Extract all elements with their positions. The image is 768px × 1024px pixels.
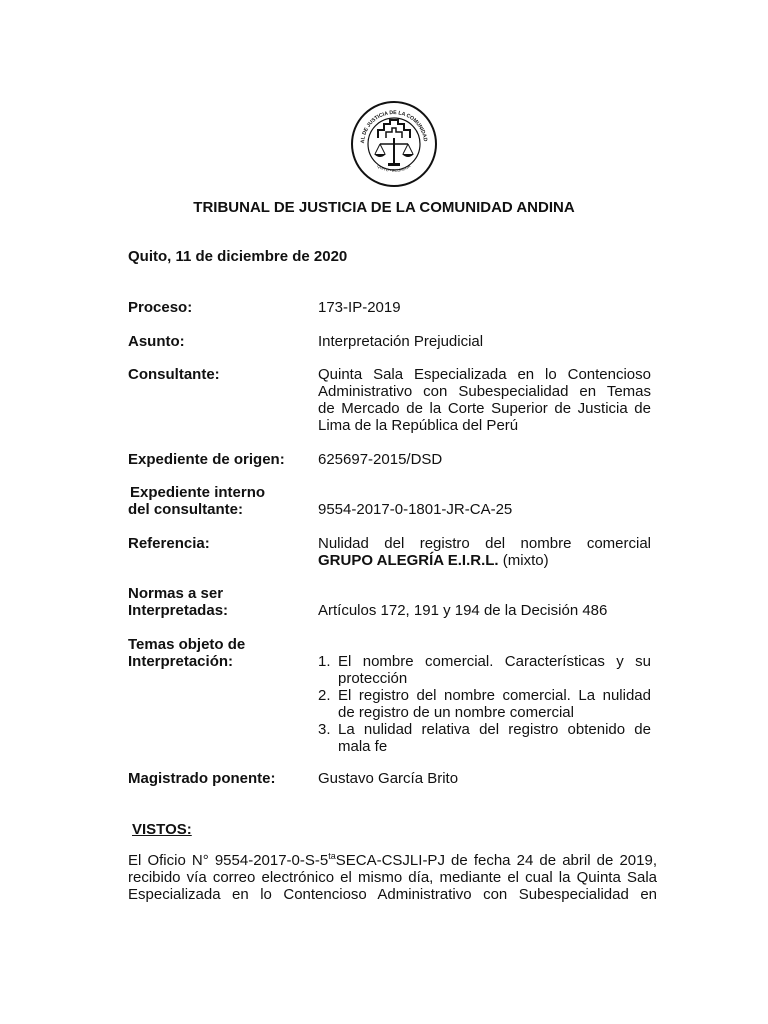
asunto-value: Interpretación Prejudicial bbox=[318, 333, 484, 350]
svg-text:TRIBUNAL DE JUSTICIA DE LA COM bbox=[350, 100, 428, 144]
temas-item-number: 3. bbox=[318, 721, 331, 738]
vistos-oficio-number: El Oficio N° 9554-2017-0-S-5 bbox=[128, 852, 329, 869]
consultante-value bbox=[318, 366, 651, 434]
vistos-line: recibido vía correo electrónico el mismo día, mediante el cual la Quinta Sala bbox=[128, 869, 657, 886]
normas-label-line2: Interpretadas: bbox=[128, 602, 229, 619]
referencia-line: Nulidad del registro del nombre comercial bbox=[318, 535, 651, 552]
proceso-value: 173-IP-2019 bbox=[318, 299, 401, 316]
temas-label-line2: Interpretación: bbox=[128, 653, 234, 670]
seal-ring-text-bottom: QUITO - ECUADOR bbox=[376, 163, 412, 174]
asunto-label: Asunto: bbox=[128, 333, 185, 350]
vistos-oficio-rest: SECA-CSJLI-PJ de fecha 24 de abril de 2019, bbox=[335, 852, 657, 869]
consultante-line: Quinta Sala Especializada en lo Contencioso bbox=[318, 366, 651, 383]
temas-item-line: El registro del nombre comercial. La nulidad bbox=[338, 687, 651, 704]
vistos-heading: VISTOS: bbox=[132, 821, 192, 838]
consultante-line: de Mercado de la Corte Superior de Justicia de bbox=[318, 400, 651, 417]
temas-item bbox=[318, 653, 651, 687]
temas-item bbox=[318, 687, 651, 721]
temas-label-line1: Temas objeto de bbox=[128, 636, 246, 653]
temas-item-line: de registro de un nombre comercial bbox=[338, 704, 574, 721]
temas-item-line: El nombre comercial. Características y su bbox=[338, 653, 651, 670]
expediente-origen-label: Expediente de origen: bbox=[128, 451, 285, 468]
temas-item-number: 2. bbox=[318, 687, 331, 704]
magistrado-value: Gustavo García Brito bbox=[318, 770, 459, 787]
temas-item-line: La nulidad relativa del registro obtenido de bbox=[338, 721, 651, 738]
normas-label-line1: Normas a ser bbox=[128, 585, 224, 602]
referencia-value bbox=[318, 535, 651, 569]
normas-value: Artículos 172, 191 y 194 de la Decisión 486 bbox=[318, 602, 608, 619]
referencia-trade-name: GRUPO ALEGRÍA E.I.R.L. bbox=[318, 552, 499, 569]
expediente-origen-value: 625697-2015/DSD bbox=[318, 451, 443, 468]
consultante-label: Consultante: bbox=[128, 366, 220, 383]
temas-list bbox=[318, 653, 651, 755]
consultante-line: Administrativo con Subespecialidad en Temas bbox=[318, 383, 651, 400]
place-date: Quito, 11 de diciembre de 2020 bbox=[128, 248, 348, 265]
tribunal-seal-logo bbox=[350, 100, 438, 188]
temas-item-line: mala fe bbox=[338, 738, 388, 755]
expediente-interno-value: 9554-2017-0-1801-JR-CA-25 bbox=[318, 501, 513, 518]
proceso-label: Proceso: bbox=[128, 299, 193, 316]
magistrado-label: Magistrado ponente: bbox=[128, 770, 276, 787]
temas-item bbox=[318, 721, 651, 755]
vistos-paragraph bbox=[128, 852, 657, 903]
temas-item-number: 1. bbox=[318, 653, 331, 670]
vistos-line: Especializada en lo Contencioso Administrativo con Subespecialidad en bbox=[128, 886, 657, 903]
expediente-interno-label-line2: del consultante: bbox=[128, 501, 244, 518]
organization-title: TRIBUNAL DE JUSTICIA DE LA COMUNIDAD ANDINA bbox=[193, 199, 575, 216]
vistos-superscript: ta bbox=[328, 851, 336, 861]
referencia-suffix: (mixto) bbox=[498, 552, 549, 569]
consultante-line: Lima de la República del Perú bbox=[318, 417, 519, 434]
vistos-line bbox=[128, 852, 657, 869]
temas-item-line: protección bbox=[338, 670, 408, 687]
seal-ring-text-top: AL DE JUSTICIA DE LA COMUNIDAD bbox=[359, 109, 428, 144]
expediente-interno-label-line1: Expediente interno bbox=[130, 484, 266, 501]
referencia-label: Referencia: bbox=[128, 535, 210, 552]
